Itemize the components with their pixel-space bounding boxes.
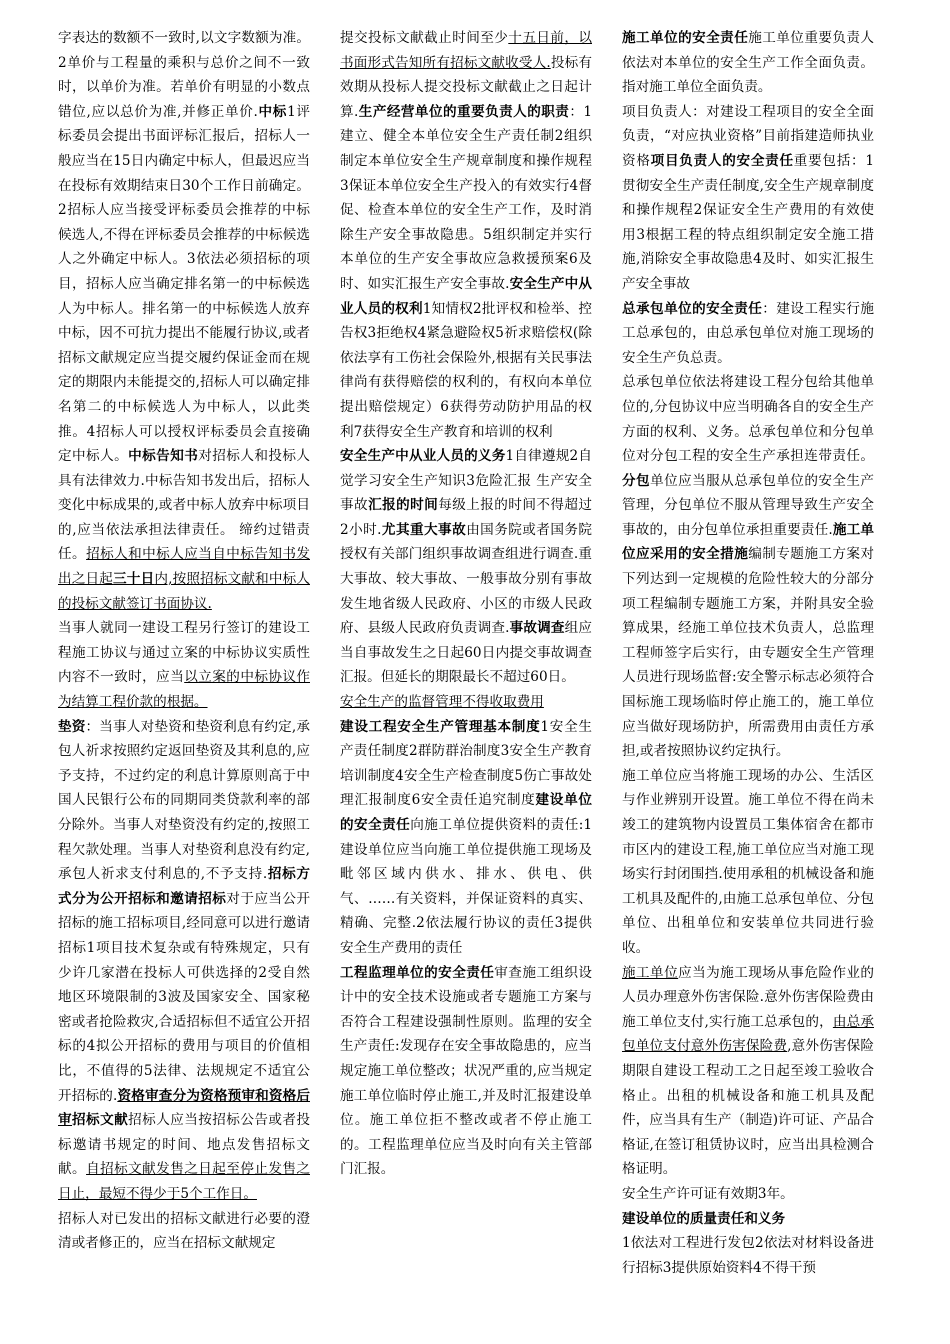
paragraph (340, 715, 592, 961)
text-run: 审查施工组织设计中的安全技术设施或者专题施工方案与否符合工程建设强制性原则。监理的安全生产责任:发现存在安全事故隐患的，应当规定施工单位整改；状况严重的,应当规定施工单位临时停止施工,并及时汇报建设单位。施工单位拒不整改或者不停止施工的。工程监理单位应当及时向有关主管部门汇报。 (340, 964, 592, 1178)
bold-heading-text: 垫资 (58, 718, 86, 735)
bold-heading-text: 招标文献 (72, 1112, 129, 1129)
bold-heading-text: 安全生产中从业人员的权利 (340, 275, 592, 317)
paragraph (622, 26, 874, 100)
underlined-text: 施工单位 (622, 964, 679, 981)
bold-heading-text: 招标方式分为公开招标和邀请招标 (58, 866, 310, 907)
text-run: 总承包单位依法将建设工程分包给其他单位的,分包协议中应当明确各自的安全生产方面的权利、义务。总承包单位和分包单位对分包工程的安全生产承担连带责任。 (622, 374, 874, 465)
bold-heading-text: 建设单位的安全责任 (340, 792, 592, 833)
text-run: 当事人就同一建设工程另行签订的建设工程施工协议与通过立案的中标协议实质性内容不一致时，应当 (58, 620, 310, 686)
underlined-text: 由总承包单位支付意外伤害保险费 (622, 1013, 874, 1055)
bold-underlined-text: 三十日 (113, 571, 155, 588)
paragraph (622, 100, 874, 297)
bold-heading-text: 施工单位应采用的安全措施 (622, 521, 874, 563)
text-column-middle (340, 26, 592, 1336)
text-run: 招标人对已发出的招标文献进行必要的澄清或者修正的，应当在招标文献规定 (58, 1210, 310, 1252)
text-run: 施工单位应当将施工现场的办公、生活区与作业辨别开设置。施工单位不得在尚未竣工的建筑物内设置员工集体宿舍在都市市区内的建设工程,施工单位应当对施工现场实行封闭围挡.使用承租的机械设备和施工机具及配件的,由施工总承包单位、分包单位、出租单位和安装单位共同进行验收。 (622, 767, 874, 956)
underlined-text: 招标人和中标人应当自中标告知书发出之日起 (58, 546, 310, 588)
text-run: ：当事人对垫资和垫资利息有约定,承包人祈求按照约定返回垫资及其利息的,应予支持，不过约定的利息计算原则高于中国人民银行公布的同期同类贷款利率的部分除外。当事人对垫资没有约定的,按照工程欠款处理。当事人对垫资利息没有约定,承包人祈求支付利息的,不予支持. (58, 718, 310, 883)
paragraph (622, 1231, 874, 1280)
paragraph (622, 370, 874, 764)
text-run: 编制专题施工方案对下列达到一定规模的危险性较大的分部分项工程编制专题施工方案，并附具安全验算成果，经施工单位技术负责人，总监理工程师签字后实行，由专题安全生产管理人员进行现场监督:安全警示标志必须符合国标施工现场临时停止施工的，施工单位应当做好现场防护，所需费用由责任方承担,或者按照协议约定执行。 (622, 546, 874, 760)
text-column-left (58, 26, 310, 1336)
underlined-text: 安全生产的监督管理不得收取费用 (340, 694, 544, 711)
paragraph (622, 1207, 874, 1232)
text-run: 1依法对工程进行发包2依法对材料设备进行招标3提供原始资料4不得干预 (622, 1235, 874, 1276)
paragraph (622, 961, 874, 1182)
text-run: ,意外伤害保险期限自建设工程动工之日起至竣工验收合格止。出租的机械设备和施工机具及配件，应当具有生产（制造)许可证、产品合格证,在签订租赁协议时，应当出具检测合格证明。 (622, 1038, 874, 1178)
underlined-text: 自招标文献发售之日起至停止发售之日止，最短不得少于5个工作日。 (58, 1161, 310, 1202)
bold-heading-text: 建设工程安全生产管理基本制度 (340, 718, 541, 735)
text-run: 投标有效期从投标人提交投标文献截止之日起计算. (340, 54, 592, 120)
text-run: ：1建立、健全本单位安全生产责任制2组织制定本单位安全生产规章制度和操作规程3保证本单位安全生产投入的有效实行4督促、检查本单位的安全生产工作，及时消除生产安全事故隐患。5组织制定并实行本单位的生产安全事故应急救援预案6及时、如实汇报生产安全事故. (340, 103, 592, 292)
bold-heading-text: 工程监理单位的安全责任 (340, 964, 495, 981)
paragraph (622, 764, 874, 961)
paragraph (58, 26, 310, 616)
underlined-text: 十五日前，以书面形式告知所有招标文献收受人. (340, 30, 592, 71)
text-run: 提交投标文献截止时间至少 (340, 30, 509, 46)
text-run: 1评标委员会提出书面评标汇报后，招标人一般应当在15日内确定中标人，但最迟应当在投标有效期结束日30个工作日前确定。2招标人应当接受评标委员会推荐的中标候选人,不得在评标委员会推荐的中标候选人之外确定中标人。3依法必须招标的项目，招标人应当确定排名第一的中标候选人为中标人。排名第一的中标候选人放弃中标，因不可抗力提出不能履行协议,或者招标文献规定应当提交履约保证金而在规定的期限内未能提交的,招标人可以确定排名第二的中标候选人为中标人，以此类推。4招标人可以授权评标委员会直接确定中标人。 (58, 103, 310, 465)
underlined-text: 以立案的中标协议作为结算工程价款的根据。 (58, 669, 310, 711)
paragraph (340, 444, 592, 690)
text-run: 由国务院或者国务院授权有关部门组织事故调查组进行调查.重大事故、较大事故、一般事故分别有事故发生地省级人民政府、小区的市级人民政府、县级人民政府负责调查. (340, 521, 592, 637)
text-column-right (622, 26, 874, 1336)
text-run: 招标人应当按招标公告或者投标邀请书规定的时间、地点发售招标文献。 (58, 1112, 310, 1178)
text-run: 字表达的数额不一致时,以文字数额为准。2单价与工程量的乘积与总价之间不一致时，以单价为准。若单价有明显的小数点错位,应以总价为准,并修正单价. (58, 30, 310, 120)
text-run: 对招标人和投标人具有法律效力.中标告知书发出后，招标人变化中标成果的,或者中标人放弃中标项目的,应当依法承担法律责任。 缔约过错责任。 (58, 448, 310, 563)
bold-heading-text: 生产经营单位的重要负责人的职责 (358, 103, 570, 120)
underlined-text: 内,按照招标文献和中标人的投标文献签订书面协议. (58, 571, 310, 612)
paragraph (340, 961, 592, 1182)
bold-heading-text: 中标告知书 (128, 448, 199, 465)
paragraph (340, 690, 592, 715)
paragraph (622, 297, 874, 371)
bold-heading-text: 中标 (257, 103, 288, 120)
bold-heading-text: 事故调查 (509, 620, 565, 637)
text-run: 安全生产许可证有效期3年。 (622, 1185, 794, 1202)
text-run: 向施工单位提供资料的责任:1建设单位应当向施工单位提供施工现场及毗邻区域内供水、排水、供电、供气、……有关资料，并保证资料的真实、精确、完整.2依法履行协议的责任3提供安全生产费用的责任 (340, 817, 592, 956)
bold-heading-text: 施工单位的安全责任 (622, 30, 749, 46)
bold-heading-text: 汇报的时间 (368, 497, 439, 514)
paragraph (340, 26, 592, 444)
text-run: 每级上报的时间不得超过2小时. (340, 497, 592, 538)
text-run: 重要包括：1贯彻安全生产责任制度,安全生产规章制度和操作规程2保证安全生产费用的有效使用3根据工程的特点组织制定安全施工措施,消除安全事故隐患4及时、如实汇报生产安全事故 (622, 152, 874, 292)
bold-heading-text: 建设单位的质量责任和义务 (622, 1210, 786, 1227)
text-run: 应当为施工现场从事危险作业的人员办理意外伤害保险.意外伤害保险费由施工单位支付,实行施工总承包的， (622, 964, 874, 1030)
text-run: 项目负责人：对建设工程项目的安全全面负责，“对应执业资格”目前指建造师执业资格 (622, 103, 874, 169)
text-run: 1安全生产责任制度2群防群治制度3安全生产教育培训制度4安全生产检查制度5伤亡事故处理汇报制度6安全责任追究制度 (340, 718, 592, 809)
text-run: 施工单位重要负责人依法对本单位的安全生产工作全面负责。指对施工单位全面负责。 (622, 30, 874, 96)
paragraph (58, 616, 310, 714)
bold-underlined-text: 资格审查分为资格预审和资格后审 (58, 1087, 310, 1129)
text-run: 单位应当服从总承包单位的安全生产管理，分包单位不服从管理导致生产安全事故的，由分包单位承担重要责任. (622, 472, 874, 538)
paragraph (58, 1207, 310, 1256)
text-run: 组应当自事故发生之日起60日内提交事故调查汇报。但延长的期限最长不超过60日。 (340, 620, 592, 686)
paragraph (58, 715, 310, 1207)
bold-heading-text: 总承包单位的安全责任 (622, 300, 763, 317)
bold-heading-text: 项目负责人的安全责任 (650, 152, 794, 169)
paragraph (622, 1182, 874, 1207)
bold-heading-text: 分包 (622, 472, 651, 489)
text-run: 1自律遵规2自觉学习安全生产知识3危险汇报 生产安全事故 (340, 448, 592, 514)
bold-heading-text: 尤其重大事故 (381, 521, 467, 538)
text-run: ：建设工程实行施工总承包的，由总承包单位对施工现场的安全生产负总责。 (622, 300, 874, 366)
text-run: 1知情权2批评权和检举、控告权3拒绝权4紧急避险权5祈求赔偿权(除依法享有工伤社会保险外,根据有关民事法律尚有获得赔偿的权利的，有权向本单位提出赔偿规定）6获得劳动防护用品的权利7获得安全生产教育和培训的权利 (340, 300, 592, 440)
text-run: 对于应当公开招标的施工招标项目,经同意可以进行邀请招标1项目技术复杂或有特殊规定，只有少许几家潜在投标人可供选择的2受自然地区环境限制的3波及国家安全、国家秘密或者抢险救灾,合适招标但不适宜公开招标的4拟公开招标的费用与项目的价值相比，不值得的5法律、法规规定不适宜公开招标的. (58, 890, 310, 1104)
bold-heading-text: 安全生产中从业人员的义务 (340, 448, 506, 465)
